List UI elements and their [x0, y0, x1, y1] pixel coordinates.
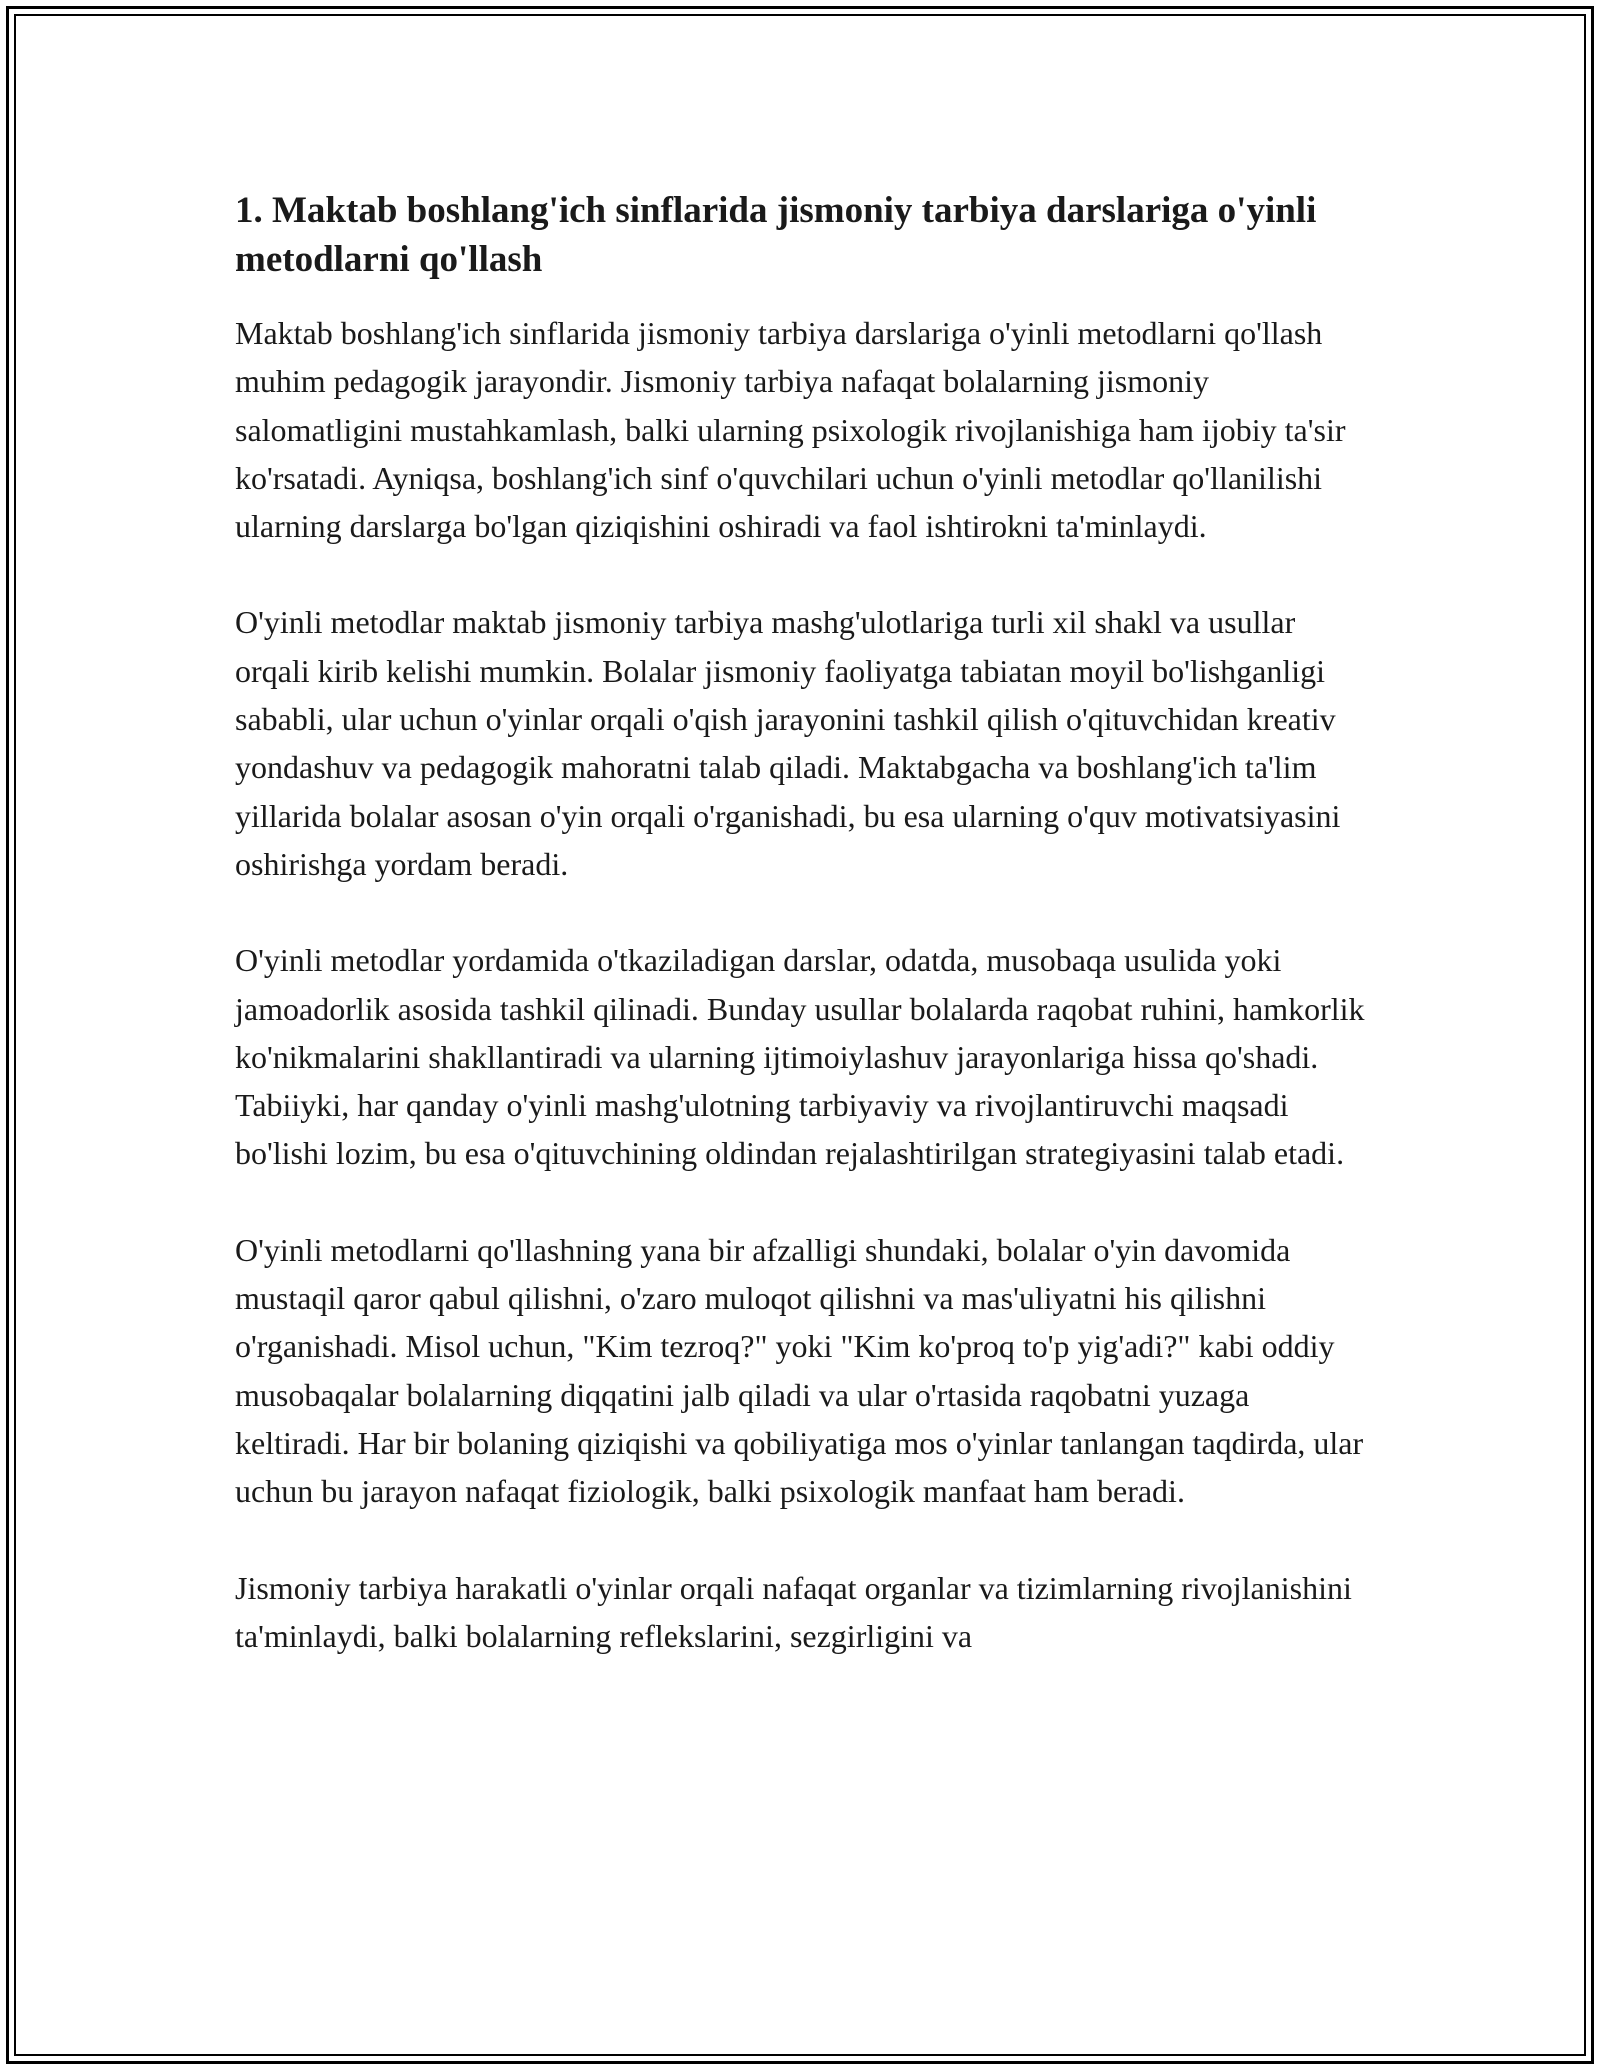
section-heading: 1. Maktab boshlang'ich sinflarida jismoniy tarbiya darslariga o'yinli metodlarni qo'llash [235, 190, 1317, 280]
paragraph-3: O'yinli metodlar yordamida o'tkaziladigan darslar, odatda, musobaqa usulida yoki jamoadorlik asosida tashkil qilinadi. Bunday usullar bolalarda raqobat ruhini, hamkorlik ko'nikmalarini shakllantiradi va ularning ijtimoiylashuv jarayonlariga hissa qo'shadi. Tabiiyki, har qanday o'yinli mashg'ulotning tarbiyaviy va rivojlantiruvchi maqsadi bo'lishi lozim, bu esa o'qituvchining oldindan rejalashtirilgan strategiyasini talab etadi. [235, 942, 1365, 1172]
document-body [235, 186, 1370, 1708]
paragraph-1: Maktab boshlang'ich sinflarida jismoniy tarbiya darslariga o'yinli metodlarni qo'llash muhim pedagogik jarayondir. Jismoniy tarbiya nafaqat bolalarning jismoniy salomatligini mustahkamlash, balki ularning psixologik rivojlanishiga ham ijobiy ta'sir ko'rsatadi. Ayniqsa, boshlang'ich sinf o'quvchilari uchun o'yinli metodlar qo'llanilishi ularning darslarga bo'lgan qiziqishini oshiradi va faol ishtirokni ta'minlaydi. [235, 315, 1346, 545]
paragraph-2: O'yinli metodlar maktab jismoniy tarbiya mashg'ulotlariga turli xil shakl va usullar orqali kirib kelishi mumkin. Bolalar jismoniy faoliyatga tabiatan moyil bo'lishganligi sababli, ular uchun o'yinlar orqali o'qish jarayonini tashkil qilish o'qituvchidan kreativ yondashuv va pedagogik mahoratni talab qiladi. Maktabgacha va boshlang'ich ta'lim yillarida bolalar asosan o'yin orqali o'rganishadi, bu esa ularning o'quv motivatsiyasini oshirishga yordam beradi. [235, 604, 1341, 882]
paragraph-5: Jismoniy tarbiya harakatli o'yinlar orqali nafaqat organlar va tizimlarning rivojlanishini ta'minlaydi, balki bolalarning reflekslarini, sezgirligini va [235, 1569, 1352, 1654]
paragraph-4: O'yinli metodlarni qo'llashning yana bir afzalligi shundaki, bolalar o'yin davomida mustaqil qaror qabul qilishni, o'zaro muloqot qilishni va mas'uliyatni his qilishni o'rganishadi. Misol uchun, "Kim tezroq?" yoki "Kim ko'proq to'p yig'adi?" kabi oddiy musobaqalar bolalarning diqqatini jalb qiladi va ular o'rtasida raqobatni yuzaga keltiradi. Har bir bolaning qiziqishi va qobiliyatiga mos o'yinlar tanlangan taqdirda, ular uchun bu jarayon nafaqat fiziologik, balki psixologik manfaat ham beradi. [235, 1231, 1364, 1510]
